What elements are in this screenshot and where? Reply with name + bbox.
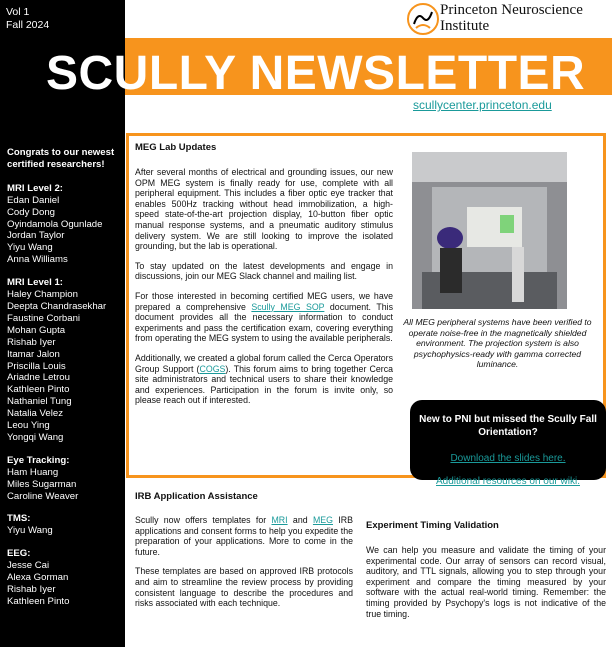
researcher-name: Edan Daniel xyxy=(7,194,60,206)
photo-caption: All MEG peripheral systems have been verified to operate noise-free in the magnetically shielded environment. The projection system is also psychophysics-ready with gamma corrected luminance. xyxy=(403,317,592,370)
irb-section-title: IRB Application Assistance xyxy=(135,491,258,502)
researcher-name: Haley Champion xyxy=(7,289,78,301)
researcher-name: Ariadne Letrou xyxy=(7,372,70,384)
meg-paragraph-2: To stay updated on the latest developments and engage in discussions, join our MEG Slack channel and mailing list. xyxy=(135,260,393,282)
researcher-name: Deepta Chandrasekhar xyxy=(7,300,107,312)
cogs-link[interactable]: COGS xyxy=(199,363,226,374)
timing-paragraph-1: We can help you measure and validate the timing of your experimental code. Our array of sensors can record visual, auditory, and TTL signals, allowing you to step through your experiment and compare the timing measured by your software with the actual real-world timing. Remember: the timing provided by Psychopy's logs is not indicative of the true timing. xyxy=(366,545,606,619)
congrats-heading: Congrats to our newest certified researchers! xyxy=(7,147,115,170)
slides-link[interactable]: Download the slides here. xyxy=(450,453,566,464)
sidebar-heading-mri-level-2: MRI Level 2: xyxy=(7,182,63,194)
researcher-name: Faustine Corbani xyxy=(7,312,81,324)
meg-lab-photo xyxy=(412,152,567,309)
orientation-question: New to PNI but missed the Scully Fall Orientation? xyxy=(419,414,597,438)
meg-paragraph-3: For those interested in becoming certified MEG users, we have prepared a comprehensive Scully MEG SOP document. This document provides all the necessary information to conduct experiments and pass the certification exam, covering everything from operating the MEG system to using the available peripherals. xyxy=(135,290,393,344)
researcher-name: Yongqi Wang xyxy=(7,431,64,443)
researcher-name: Rishab Iyer xyxy=(7,584,56,595)
meg-sop-link[interactable]: Scully MEG SOP xyxy=(251,301,325,312)
pni-logo-icon xyxy=(406,2,440,36)
researcher-name: Jesse Cai xyxy=(7,560,50,572)
meg-body xyxy=(135,167,393,415)
researcher-name: Anna Williams xyxy=(7,254,68,266)
sidebar-heading-eye-tracking: Eye Tracking: xyxy=(7,454,70,466)
certified-researchers-sidebar xyxy=(7,147,123,608)
researcher-name: Kathleen Pinto xyxy=(7,595,70,607)
timing-body xyxy=(366,545,606,628)
researcher-name: Cody Dong xyxy=(7,206,55,218)
researcher-name: Oyindamola Ogunlade xyxy=(7,218,103,230)
wiki-link[interactable]: Additional resources on our wiki. xyxy=(436,476,580,487)
researcher-name: Priscilla Louis xyxy=(7,360,66,372)
institute-name: Princeton Neuroscience Institute xyxy=(440,2,583,34)
researcher-name: Alexa Gorman xyxy=(7,572,69,584)
researcher-name: Jordan Taylor xyxy=(7,230,65,242)
irb-paragraph-2: These templates are based on approved IRB protocols and aim to streamline the review process by providing consistent language to describe the procedures and risks associated with each technique. xyxy=(135,566,353,609)
researcher-name: Leou Ying xyxy=(7,420,50,432)
volume-label: Vol 1 xyxy=(6,6,30,18)
researcher-name: Itamar Jalon xyxy=(7,348,60,360)
researcher-name: Kathleen Pinto xyxy=(7,384,70,396)
mri-template-link[interactable]: MRI xyxy=(271,515,288,525)
timing-section-title: Experiment Timing Validation xyxy=(366,520,499,531)
researcher-name: Natalia Velez xyxy=(7,408,63,420)
sidebar-heading-mri-level-1: MRI Level 1: xyxy=(7,277,63,289)
website-link[interactable]: scullycenter.princeton.edu xyxy=(413,98,552,112)
meg-paragraph-1: After several months of electrical and grounding issues, our new OPM MEG system is finally ready for use, complete with all peripheral equipment. This includes a fiber optic eye tracker that enables 500Hz tracking without head immobilization, a high-speed state-of-the-art projection display, 10-button fiber optic manual response systems, and a pneumatic auditory stimulus delivery system. We are still looking to improve the isolated grounding, but the lab is operational. xyxy=(135,167,393,252)
researcher-name: Miles Sugarman xyxy=(7,478,77,490)
researcher-name: Rishab Iyer xyxy=(7,336,56,348)
researcher-name: Ham Huang xyxy=(7,466,59,478)
meg-paragraph-4: Additionally, we created a global forum called the Cerca Operators Group Support (COGS). This forum aims to bring together Cerca site administrators and technical users to share their knowledge and experiences. Participation in the forum is invite only, so please reach out if interested. xyxy=(135,352,394,406)
volume-issue xyxy=(6,6,49,32)
researcher-name: Caroline Weaver xyxy=(7,490,79,502)
researcher-name: Mohan Gupta xyxy=(7,324,66,336)
sidebar-heading-tms: TMS: xyxy=(7,513,31,525)
researcher-name: Nathaniel Tung xyxy=(7,396,72,408)
meg-section-title: MEG Lab Updates xyxy=(135,142,217,153)
researcher-name: Yiyu Wang xyxy=(7,242,53,254)
irb-paragraph-1: Scully now offers templates for MRI and MEG IRB applications and consent forms to help you expedite the preparation of your applications. More to come in the future. xyxy=(135,515,353,557)
issue-date: Fall 2024 xyxy=(6,19,50,31)
newsletter-title: SCULLY NEWSLETTER xyxy=(46,47,586,100)
irb-body xyxy=(135,515,353,618)
orientation-callout xyxy=(410,400,606,487)
researcher-name: Yiyu Wang xyxy=(7,525,53,537)
sidebar-heading-eeg: EEG: xyxy=(7,548,31,560)
meg-template-link[interactable]: MEG xyxy=(312,515,333,525)
